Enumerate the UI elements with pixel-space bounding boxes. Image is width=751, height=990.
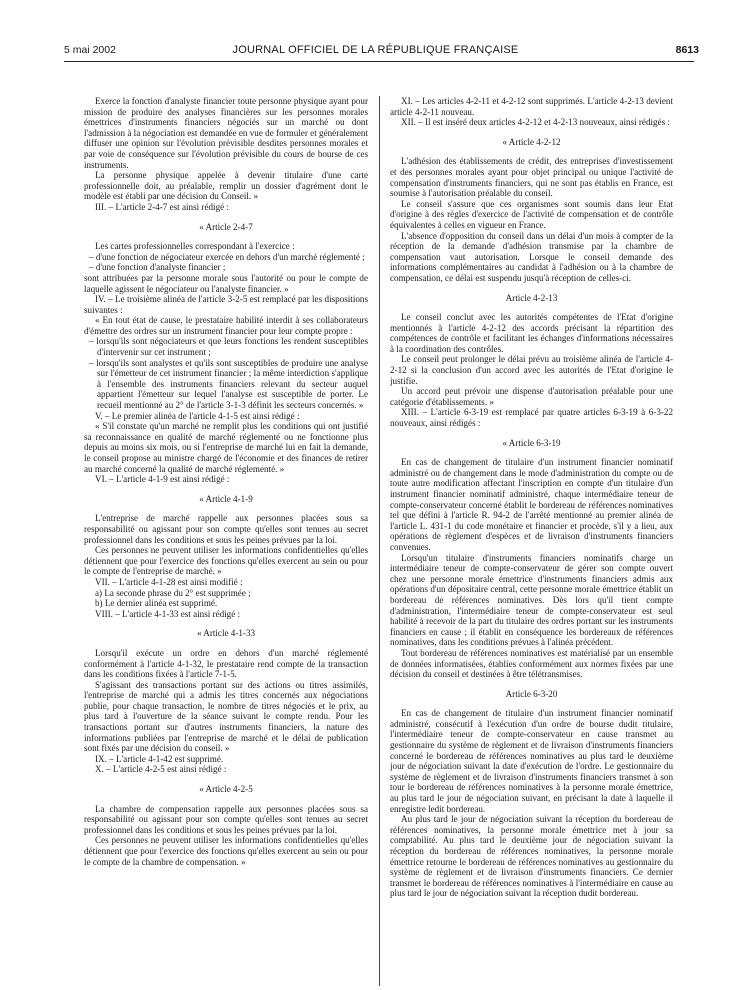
header-rule bbox=[64, 61, 694, 62]
dash-list bbox=[84, 336, 368, 410]
article-heading: « Article 2-4-7 bbox=[199, 221, 253, 232]
paragraph: Ces personnes ne peuvent utiliser les informations confidentielles qu'elles détiennent que pour l'exercice des fonctions qu'elles exercent au sein ou pour le compte de la chambre de compensation. » bbox=[84, 835, 368, 867]
paragraph: IV. – Le troisième alinéa de l'article 3-2-5 est remplacé par les dispositions suivantes : bbox=[84, 294, 368, 315]
issue-date: 5 mai 2002 bbox=[64, 44, 116, 56]
right-column bbox=[390, 96, 673, 986]
list-item: – lorsqu'ils sont négociateurs et que leurs fonctions les rendent susceptibles d'intervenir sur cet instrument ; bbox=[89, 336, 368, 358]
paragraph: Les cartes professionnelles correspondant à l'exercice : bbox=[95, 241, 295, 252]
paragraph: IX. – L'article 4-1-42 est supprimé. bbox=[95, 753, 224, 764]
paragraph: Lorsqu'un titulaire d'instruments financiers nominatifs charge un intermédiaire teneur de compte-conservateur de gérer son compte ouvert chez une personne morale émettrice d'instruments financiers admis aux opérations d'un dépositaire central, cette personne morale émettrice établit un bordereau de références nominatives. Dès lors qu'il tient compte d'administration, l'intermédiaire teneur de compte-conservateur est seul habilité à recevoir de la part du titulaire des ordres portant sur les instruments financiers en cause ; il établit en conséquence les bordereaux de références nominatives, dans les conditions prévues à l'alinéa précédent. bbox=[390, 552, 673, 648]
paragraph: Le conseil peut prolonger le délai prévu au troisième alinéa de l'article 4-2-12 si la conclusion d'un accord avec les autorités de l'Etat d'origine le justifie. bbox=[390, 354, 673, 386]
paragraph: Tout bordereau de références nominatives est matérialisé par un ensemble de données informatisées, établies conformément aux normes fixées par une décision du conseil et destinées à être télétransmises. bbox=[390, 647, 673, 680]
paragraph: Au plus tard le jour de négociation suivant la réception du bordereau de références nominatives, la personne morale émettrice met à jour sa comptabilité. Au plus tard le deuxième jour de négociation suivant la réception du bordereau de références nominatives, la personne morale émettrice retourne le bordereau de références nominatives au gestionnaire du système de règlement et de livraison d'instruments financiers. Ce dernier transmet le bordereau de références nominatives à l'intermédiaire en cause au plus tard le jour de négociation suivant la réception dudit bordereau. bbox=[390, 814, 673, 899]
paragraph: Le conseil s'assure que ces organismes sont soumis dans leur Etat d'origine à des règles d'exercice de l'activité de compensation et de contrôle équivalentes à celles en vigueur en France. bbox=[390, 198, 673, 230]
article-heading: « Article 6-3-19 bbox=[502, 437, 561, 448]
article-heading: « Article 4-1-9 bbox=[199, 493, 253, 504]
journal-title: JOURNAL OFFICIEL DE LA RÉPUBLIQUE FRANÇAISE bbox=[232, 44, 519, 56]
article-heading: Article 6-3-20 bbox=[505, 688, 558, 699]
list-item: – d'une fonction d'analyste financier ; bbox=[89, 262, 226, 273]
paragraph: « En tout état de cause, le prestataire habilité interdit à ses collaborateurs d'émettre des ordres sur un instrument financier pour leur compte propre : bbox=[84, 315, 368, 336]
article-heading: « Article 4-2-12 bbox=[502, 136, 561, 147]
paragraph: S'agissant des transactions portant sur des actions ou titres assimilés, l'entreprise de marché qui a admis les titres concernés aux négociations publie, pour chaque transaction, le nombre de titres négociés et le prix, au plus tard à l'ouverture de la séance suivant le compte rendu. Pour les transactions portant sur d'autres instruments financiers, la nature des informations publiées par l'entreprise de marché et le délai de publication sont fixés par une décision du conseil. » bbox=[84, 679, 368, 754]
list-item: – lorsqu'ils sont analystes et qu'ils sont susceptibles de produire une analyse sur l'émetteur de cet instrument financier ; la même interdiction s'applique à l'ensemble des instruments financiers relevant du secteur auquel appartient l'émetteur sur lequel l'analyse est susceptible de porter. Le recueil mentionné au 2° de l'article 3-1-3 définit les secteurs concernés. » bbox=[89, 357, 368, 411]
paragraph: V. – Le premier alinéa de l'article 4-1-5 est ainsi rédigé : bbox=[95, 410, 300, 421]
paragraph: La personne physique appelée à devenir titulaire d'une carte professionnelle doit, au préalable, remplir un dossier d'agrément dont le modèle est établi par une décision du Conseil. » bbox=[84, 170, 368, 202]
paragraph: En cas de changement de titulaire d'un instrument financier nominatif administré, consécutif à l'exécution d'un ordre de bourse dudit titulaire, l'intermédiaire teneur de compte-conservateur en cause transmet au gestionnaire du système de règlement et de livraison d'instruments financiers concerné le bordereau de références nominatives au plus tard le deuxième jour de négociation suivant la date d'exécution de l'ordre. Le gestionnaire du système de règlement et de livraison d'instruments financiers transmet à son tour le bordereau de références nominatives à la personne morale émettrice, au plus tard le jour de négociation suivant, en précisant la date à laquelle il enregistre ledit bordereau. bbox=[390, 708, 673, 814]
paragraph: Un accord peut prévoir une dispense d'autorisation préalable pour une catégorie d'établissements. » bbox=[390, 386, 673, 407]
article-heading: Article 4-2-13 bbox=[505, 292, 558, 303]
paragraph: VII. – L'article 4-1-28 est ainsi modifié : bbox=[95, 576, 243, 587]
paragraph: Ces personnes ne peuvent utiliser les informations confidentielles qu'elles détiennent que pour l'exercice des fonctions qu'elles exercent au sein ou pour le compte de l'entreprise de marché. » bbox=[84, 545, 368, 577]
paragraph: Exerce la fonction d'analyste financier toute personne physique ayant pour mission de produire des analyses financières sur les personnes morales émettrices d'instruments financiers négociés sur un marché ou dont l'admission à la négociation est demandée en vue de formuler et généralement diffuser une opinion sur l'évolution prévisible desdites personnes morales et par voie de conséquence sur l'évolution prévisible du cours de bourse de ces instruments. bbox=[84, 96, 368, 170]
paragraph: L'entreprise de marché rappelle aux personnes placées sous sa responsabilité ou agissant pour son compte qu'elles sont tenues au secret professionnel dans les conditions et sous les peines prévues par la loi. bbox=[84, 513, 368, 545]
paragraph: En cas de changement de titulaire d'un instrument financier nominatif administré ou de changement dans le mode d'administration du compte ou de toute autre modification affectant l'inscription en compte d'un titulaire d'un instrument financier nominatif administré, chaque intermédiaire teneur de compte-conservateur concerné établit le bordereau de références nominatives tel que défini à l'article R. 94-2 de l'arrêté mentionné au premier alinéa de l'article L. 431-1 du code monétaire et financier et procède, s'il y a lieu, aux opérations de règlement d'espèces et de livraison d'instruments financiers convenues. bbox=[390, 457, 673, 552]
page-number: 8613 bbox=[675, 44, 699, 56]
column-separator bbox=[379, 96, 380, 986]
paragraph: XII. – Il est inséré deux articles 4-2-12 et 4-2-13 nouveaux, ainsi rédigés : bbox=[401, 117, 670, 128]
paragraph: VIII. – L'article 4-1-33 est ainsi rédigé : bbox=[95, 608, 241, 619]
page-header bbox=[0, 44, 751, 60]
paragraph: Le conseil conclut avec les autorités compétentes de l'Etat d'origine mentionnés à l'article 4-2-12 des accords précisant la répartition des compétences de contrôle et facilitant les échanges d'informations nécessaires à la coordination des contrôles. bbox=[390, 312, 673, 354]
paragraph: a) La seconde phrase du 2° est supprimée ; bbox=[95, 587, 251, 598]
paragraph: sont attribuées par la personne morale sous l'autorité ou pour le compte de laquelle agissent le négociateur ou l'analyste financier. » bbox=[84, 272, 368, 294]
paragraph: XI. – Les articles 4-2-11 et 4-2-12 sont supprimés. L'article 4-2-13 devient article 4-2-11 nouveau. bbox=[390, 96, 673, 117]
paragraph: III. – L'article 2-4-7 est ainsi rédigé : bbox=[95, 201, 229, 212]
article-heading: « Article 4-2-5 bbox=[199, 784, 253, 795]
paragraph: VI. – L'article 4-1-9 est ainsi rédigé : bbox=[95, 474, 230, 485]
paragraph: L'adhésion des établissements de crédit, des entreprises d'investissement et des personnes morales ayant pour objet principal ou unique l'activité de compensation d'instruments financiers, qui ne sont pas établis en France, est soumise à l'autorisation préalable du conseil. bbox=[390, 156, 673, 199]
article-heading: « Article 4-1-33 bbox=[196, 628, 256, 639]
paragraph: La chambre de compensation rappelle aux personnes placées sous sa responsabilité ou agissant pour son compte qu'elles sont tenues au secret professionnel dans les conditions et sous les peines prévues par la loi. bbox=[84, 803, 368, 835]
paragraph: L'absence d'opposition du conseil dans un délai d'un mois à compter de la réception de la demande d'adhésion transmise par la chambre de compensation vaut autorisation. Lorsque le conseil demande des informations complémentaires au candidat à l'adhésion ou à la chambre de compensation, ce délai est suspendu jusqu'à réception de celles-ci. bbox=[390, 230, 673, 283]
paragraph: XIII. – L'article 6-3-19 est remplacé par quatre articles 6-3-19 à 6-3-22 nouveaux, ainsi rédigés : bbox=[390, 407, 673, 429]
paragraph: X. – L'article 4-2-5 est ainsi rédigé : bbox=[95, 764, 227, 775]
paragraph: « S'il constate qu'un marché ne remplit plus les conditions qui ont justifié sa reconnaissance en qualité de marché réglementé ou ne fonctionne plus depuis au moins six mois, ou si l'entreprise de marché lui en fait la demande, le conseil propose au ministre chargé de l'économie et des finances de retirer au marché concerné la qualité de marché réglementé. » bbox=[84, 421, 368, 474]
list-item: – d'une fonction de négociateur exercée en dehors d'un marché réglementé ; bbox=[89, 251, 365, 262]
paragraph: Lorsqu'il exécute un ordre en dehors d'un marché réglementé conformément à l'article 4-1-32, le prestataire rend compte de la transaction dans les conditions fixées à l'article 7-1-5. bbox=[84, 647, 368, 680]
paragraph: b) Le dernier alinéa est supprimé. bbox=[95, 598, 218, 609]
dash-list bbox=[84, 252, 368, 273]
left-column bbox=[84, 96, 368, 986]
